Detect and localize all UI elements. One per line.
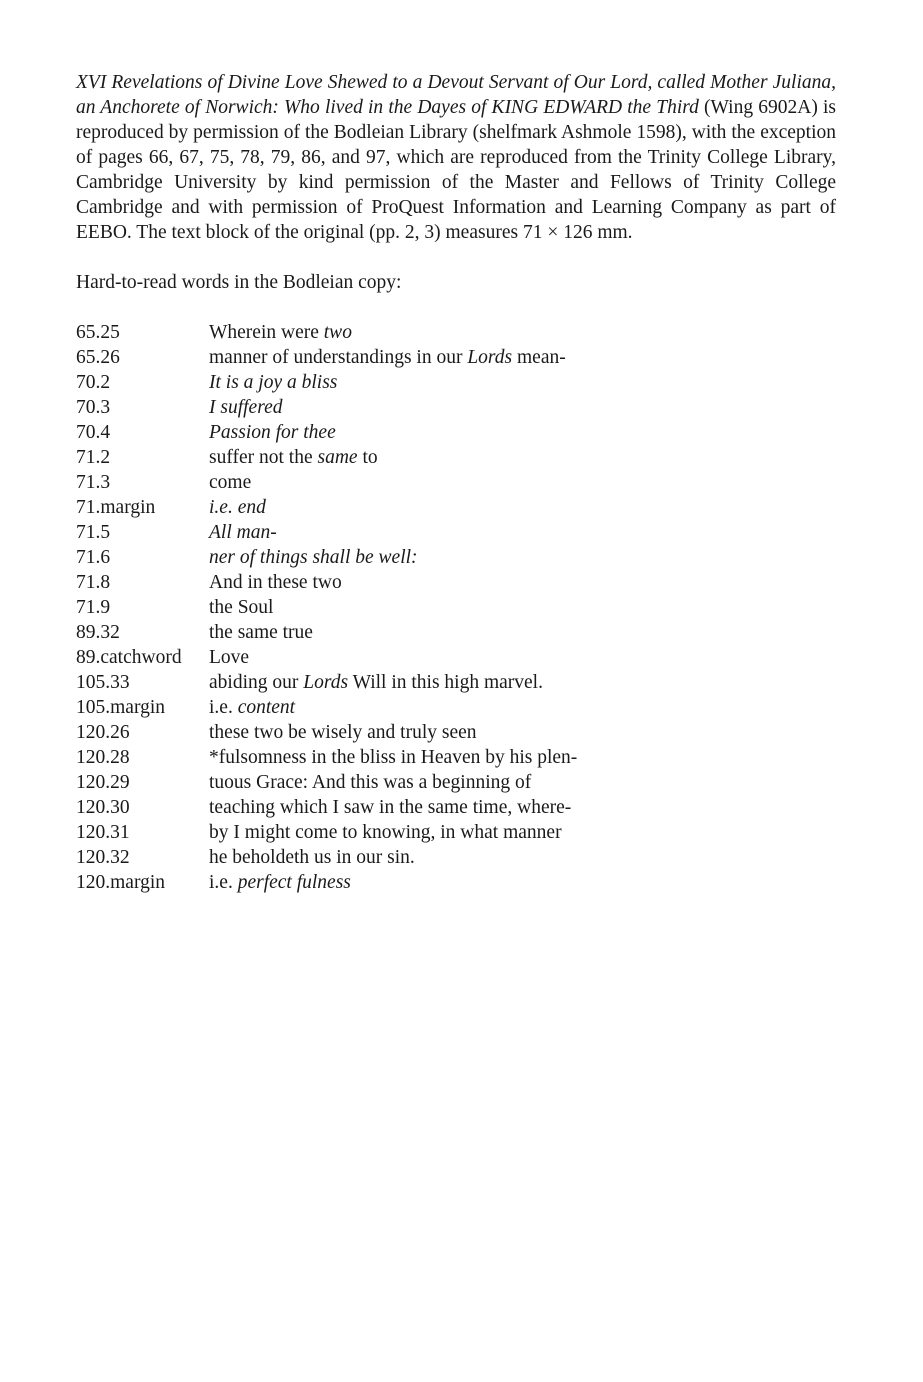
- list-item: [76, 320, 836, 345]
- entry-text: [209, 770, 836, 795]
- entry-text-italic: Lords: [303, 672, 349, 693]
- entry-text: [209, 570, 836, 595]
- list-item: [76, 795, 836, 820]
- entry-text: [209, 395, 836, 420]
- entry-text: [209, 695, 836, 720]
- entry-reference: 120.32: [76, 847, 130, 868]
- entry-text-roman: abiding our: [209, 672, 304, 693]
- entry-text-roman: suffer not the: [209, 447, 318, 468]
- entry-text: [209, 795, 836, 820]
- entry-text: [209, 620, 836, 645]
- entry-text: [209, 745, 836, 770]
- entry-reference: 71.9: [76, 597, 111, 618]
- entry-text: [209, 520, 836, 545]
- entry-text-roman: And in these two: [209, 572, 342, 593]
- entry-reference: 120.30: [76, 797, 130, 818]
- entry-reference: 71.2: [76, 447, 111, 468]
- list-item: [76, 820, 836, 845]
- list-item: [76, 845, 836, 870]
- entry-text-roman: *fulsomness in the bliss in Heaven by his plen-: [209, 747, 578, 768]
- entry-text-italic: Lords: [467, 347, 513, 368]
- entry-text: [209, 420, 836, 445]
- entry-text-roman: to: [357, 447, 378, 468]
- entry-text: [209, 845, 836, 870]
- entry-text-roman: the Soul: [209, 597, 274, 618]
- entry-reference: 105.33: [76, 672, 130, 693]
- hard-words-list: [76, 320, 836, 895]
- entry-text-roman: these two be wisely and truly seen: [209, 722, 477, 743]
- entry-text: [209, 670, 836, 695]
- entry-text: [209, 345, 836, 370]
- list-item: [76, 420, 836, 445]
- entry-text-roman: by I might come to knowing, in what manner: [209, 822, 562, 843]
- book-title: XVI Revelations of Divine Love Shewed to a Devout Servant of Our Lord, called Mother Juliana, an Anchorete of Norwich: Who lived in the Dayes of KING EDWARD the Third: [76, 72, 836, 118]
- list-item: [76, 495, 836, 520]
- page-content: [76, 70, 836, 895]
- list-item: [76, 570, 836, 595]
- list-item: [76, 345, 836, 370]
- entry-text: [209, 870, 836, 895]
- entry-reference: 89.32: [76, 622, 120, 643]
- entry-text: [209, 595, 836, 620]
- entry-text-italic: It is a joy a bliss: [209, 372, 338, 393]
- entry-text-italic: two: [323, 322, 352, 343]
- list-item: [76, 645, 836, 670]
- entry-reference: 105.margin: [76, 697, 166, 718]
- entry-text-italic: content: [237, 697, 296, 718]
- entry-text: [209, 545, 836, 570]
- entry-reference: 120.28: [76, 747, 130, 768]
- entry-reference: 70.3: [76, 397, 111, 418]
- list-item: [76, 470, 836, 495]
- entry-text-roman: i.e.: [209, 697, 238, 718]
- list-item: [76, 520, 836, 545]
- entry-text-roman: he beholdeth us in our sin.: [209, 847, 415, 868]
- entry-reference: 71.5: [76, 522, 111, 543]
- entry-text-roman: Love: [209, 647, 250, 668]
- entry-text: [209, 495, 836, 520]
- entry-text-italic: same: [317, 447, 358, 468]
- list-item: [76, 870, 836, 895]
- entry-text: [209, 645, 836, 670]
- entry-text-roman: tuous Grace: And this was a beginning of: [209, 772, 532, 793]
- list-item: [76, 395, 836, 420]
- entry-reference: 65.25: [76, 322, 120, 343]
- entry-reference: 70.4: [76, 422, 111, 443]
- list-item: [76, 595, 836, 620]
- list-item: [76, 370, 836, 395]
- entry-text-roman: i.e.: [209, 872, 238, 893]
- entry-text: [209, 370, 836, 395]
- entry-text: [209, 720, 836, 745]
- entry-reference: 71.margin: [76, 497, 156, 518]
- list-item: [76, 745, 836, 770]
- list-item: [76, 770, 836, 795]
- entry-text: [209, 320, 836, 345]
- entry-text: [209, 445, 836, 470]
- entry-reference: 120.31: [76, 822, 130, 843]
- entry-reference: 89.catchword: [76, 647, 182, 668]
- entry-text-italic: All man-: [209, 522, 277, 543]
- entry-text-italic: perfect fulness: [237, 872, 351, 893]
- entry-reference: 71.3: [76, 472, 111, 493]
- entry-text: [209, 820, 836, 845]
- entry-reference: 71.6: [76, 547, 111, 568]
- entry-text-roman: teaching which I saw in the same time, where-: [209, 797, 572, 818]
- list-heading: Hard-to-read words in the Bodleian copy:: [76, 272, 402, 293]
- entry-text-roman: the same true: [209, 622, 313, 643]
- entry-text-roman: manner of understandings in our: [209, 347, 468, 368]
- list-item: [76, 670, 836, 695]
- entry-text-roman: mean-: [512, 347, 566, 368]
- entry-text-italic: Passion for thee: [209, 422, 336, 443]
- entry-reference: 120.29: [76, 772, 130, 793]
- list-item: [76, 445, 836, 470]
- entry-reference: 71.8: [76, 572, 111, 593]
- entry-text-italic: ner of things shall be well:: [209, 547, 418, 568]
- entry-text-roman: Will in this high marvel.: [348, 672, 543, 693]
- entry-text-italic: I suffered: [209, 397, 283, 418]
- list-item: [76, 620, 836, 645]
- entry-text: [209, 470, 836, 495]
- intro-paragraph: [76, 70, 836, 245]
- entry-text-roman: Wherein were: [209, 322, 324, 343]
- list-item: [76, 695, 836, 720]
- entry-text-roman: come: [209, 472, 252, 493]
- entry-reference: 65.26: [76, 347, 120, 368]
- entry-reference: 120.26: [76, 722, 130, 743]
- list-item: [76, 720, 836, 745]
- list-item: [76, 545, 836, 570]
- entry-text-italic: i.e. end: [209, 497, 266, 518]
- entry-reference: 120.margin: [76, 872, 166, 893]
- intro-body: (Wing 6902A) is reproduced by permission of the Bodleian Library (shelfmark Ashmole 1598), with the exception of pages 66, 67, 75, 78, 79, 86, and 97, which are reproduced from the Trinity College Library, Cambridge University by kind permission of the Master and Fellows of Trinity College Cambridge and with permission of ProQuest Information and Learning Company as part of EEBO. The text block of the original (pp. 2, 3) measures 71 × 126 mm.: [76, 97, 836, 243]
- entry-reference: 70.2: [76, 372, 111, 393]
